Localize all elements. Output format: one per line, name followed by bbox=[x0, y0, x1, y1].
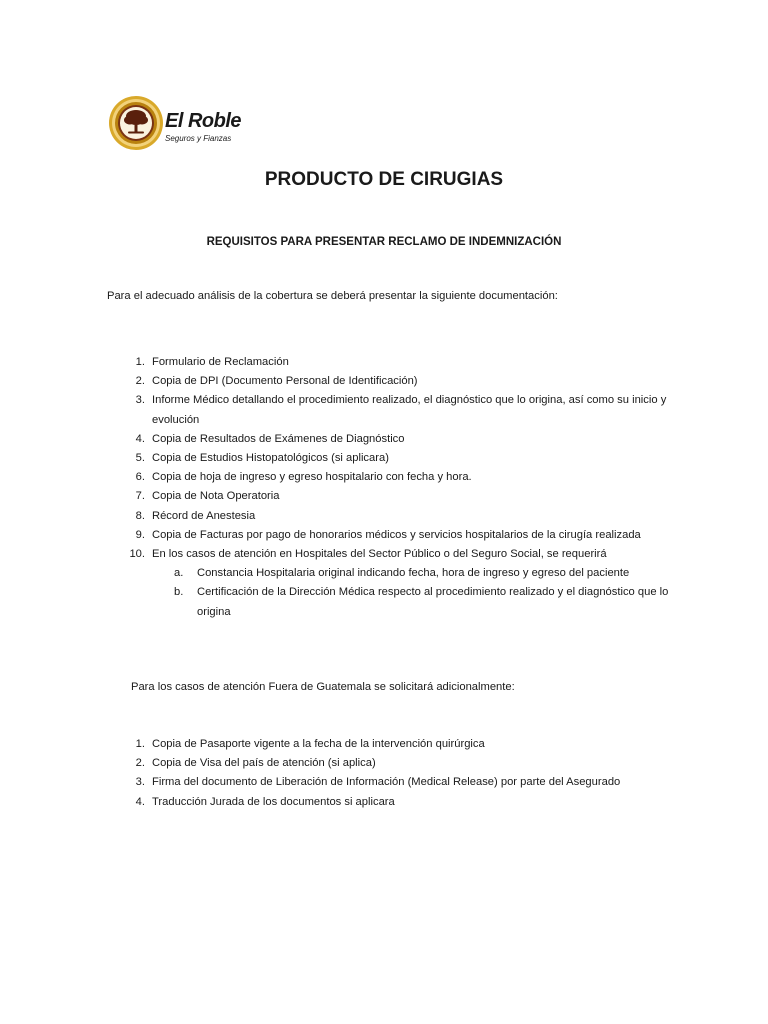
item-text: Copia de DPI (Documento Personal de Identificación) bbox=[152, 375, 418, 388]
logo-wordmark: El Roble bbox=[165, 110, 242, 132]
list-item bbox=[0, 468, 677, 487]
item-number: 10. bbox=[129, 548, 145, 561]
item-text: Copia de Pasaporte vigente a la fecha de la intervención quirúrgica bbox=[152, 738, 485, 750]
item-number: 8. bbox=[135, 509, 145, 522]
abroad-intro-paragraph: Para los casos de atención Fuera de Guatemala se solicitará adicionalmente: bbox=[131, 681, 515, 693]
item-number: 5. bbox=[135, 452, 145, 465]
sub-item-letter: b. bbox=[174, 586, 184, 599]
document-title: PRODUCTO DE CIRUGIAS bbox=[264, 169, 504, 190]
item-text: Copia de Resultados de Exámenes de Diagnóstico bbox=[152, 432, 405, 445]
item-number: 2. bbox=[135, 375, 145, 388]
item-text: Copia de Visa del país de atención (si aplica) bbox=[152, 757, 376, 770]
item-text: Copia de Estudios Histopatológicos (si aplicara) bbox=[152, 452, 389, 465]
item-number: 3. bbox=[135, 394, 145, 407]
item-text: Copia de Nota Operatoria bbox=[152, 490, 280, 503]
list-item bbox=[0, 545, 677, 622]
item-number: 6. bbox=[135, 471, 145, 484]
item-number: 1. bbox=[135, 738, 145, 750]
requirements-list bbox=[0, 353, 677, 622]
list-item bbox=[0, 391, 677, 429]
item-text: Firma del documento de Liberación de Información (Medical Release) por parte del Asegurado bbox=[152, 776, 621, 789]
item-text: Copia de hoja de ingreso y egreso hospitalario con fecha y hora. bbox=[152, 471, 472, 484]
sub-requirements-list bbox=[0, 564, 677, 622]
list-item bbox=[0, 353, 677, 372]
sub-list-item bbox=[0, 564, 677, 583]
abroad-requirements-list bbox=[0, 735, 672, 812]
item-text: Récord de Anestesia bbox=[152, 509, 256, 522]
company-logo bbox=[108, 93, 268, 153]
list-item bbox=[0, 773, 672, 792]
item-number: 4. bbox=[135, 432, 145, 445]
item-text: En los casos de atención en Hospitales del Sector Público o del Seguro Social, se requerirá bbox=[152, 548, 607, 561]
list-item bbox=[0, 754, 672, 773]
item-number: 9. bbox=[135, 528, 145, 541]
item-text: Copia de Facturas por pago de honorarios médicos y servicios hospitalarios de la cirugía realizada bbox=[152, 528, 641, 541]
item-number: 2. bbox=[135, 757, 145, 770]
list-item bbox=[0, 507, 677, 526]
list-item bbox=[0, 793, 672, 812]
item-number: 1. bbox=[135, 356, 145, 368]
intro-paragraph: Para el adecuado análisis de la cobertura se deberá presentar la siguiente documentación: bbox=[107, 290, 558, 302]
item-number: 7. bbox=[135, 490, 145, 503]
item-text: Formulario de Reclamación bbox=[152, 356, 289, 368]
list-item bbox=[0, 430, 677, 449]
item-number: 4. bbox=[135, 795, 145, 808]
sub-item-letter: a. bbox=[174, 567, 184, 580]
item-text: Informe Médico detallando el procedimiento realizado, el diagnóstico que lo origina, así como su inicio y evolución bbox=[152, 394, 667, 426]
logo-tagline: Seguros y Fianzas bbox=[165, 134, 232, 143]
list-item bbox=[0, 487, 677, 506]
list-item bbox=[0, 735, 672, 754]
sub-item-text: Constancia Hospitalaria original indicando fecha, hora de ingreso y egreso del paciente bbox=[197, 567, 630, 580]
list-item bbox=[0, 449, 677, 468]
sub-item-text: Certificación de la Dirección Médica respecto al procedimiento realizado y el diagnóstico que lo origina bbox=[197, 586, 669, 618]
list-item bbox=[0, 526, 677, 545]
item-text: Traducción Jurada de los documentos si aplicara bbox=[152, 795, 395, 808]
item-number: 3. bbox=[135, 776, 145, 789]
sub-list-item bbox=[0, 583, 677, 621]
oak-tree-emblem-icon bbox=[108, 93, 164, 153]
list-item bbox=[0, 372, 677, 391]
document-subtitle: REQUISITOS PARA PRESENTAR RECLAMO DE INDEMNIZACIÓN bbox=[206, 236, 562, 248]
